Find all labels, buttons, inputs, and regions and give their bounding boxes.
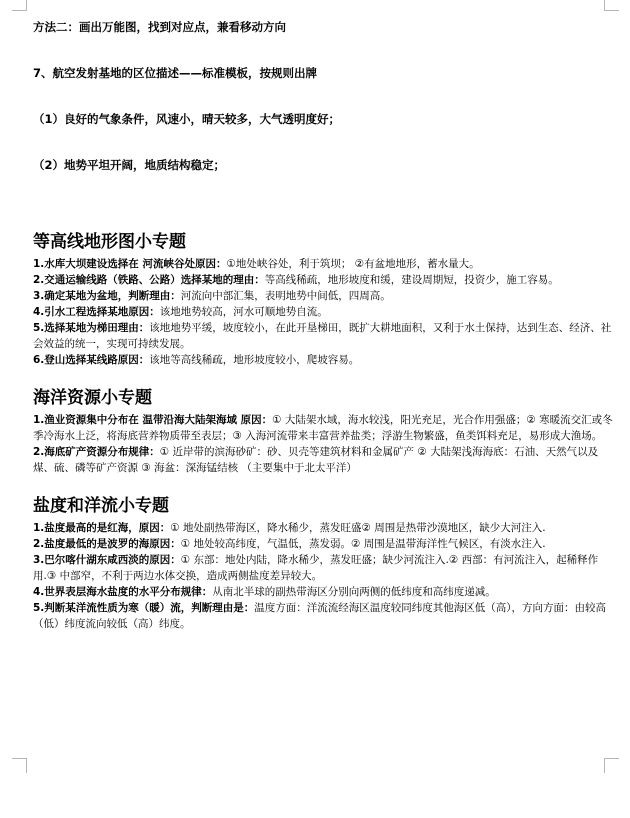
item-text: 等高线稀疏，地形坡度和缓，建设周期短，投资少，施工容易。	[264, 274, 559, 286]
item-label: 2.海底矿产资源分布规律：	[33, 446, 160, 458]
list-item	[33, 520, 619, 536]
corner-mark-bottom-left	[12, 758, 27, 773]
item-label: 1.盐度最高的是红海，原因：	[33, 522, 171, 534]
list-item	[33, 256, 619, 272]
item-label: 5.选择某地为梯田理由：	[33, 322, 150, 334]
method2-line: 方法二：画出万能图，找到对应点，兼看移动方向	[33, 20, 286, 34]
item-text: 温度方面：洋流流经海区温度较同纬度其他海区低（高），方向方面：由较高（低）纬度流向较低（高）纬度。	[33, 602, 607, 630]
section-heading-contour: 等高线地形图小专题	[33, 232, 186, 252]
section-ocean-items	[33, 412, 619, 476]
item-label: 5.判断某洋流性质为寒（暖）流，判断理由是：	[33, 602, 255, 614]
item-label: 2.交通运输线路（铁路、公路）选择某地的理由：	[33, 274, 265, 286]
item-text: ①地处峡谷处，利于筑坝； ②有盆地地形，蓄水量大。	[226, 258, 480, 270]
section-contour-items	[33, 256, 619, 368]
corner-mark-bottom-right	[604, 758, 619, 773]
document-content	[33, 14, 619, 632]
item7-point-2: （2）地势平坦开阔，地质结构稳定；	[33, 158, 225, 172]
item-label: 1.渔业资源集中分布在 温带沿海大陆架海域 原因：	[33, 414, 273, 426]
item-text: 河流向中部汇集，表明地势中间低，四周高。	[180, 290, 391, 302]
item7-title: 7、航空发射基地的区位描述——标准模板，按规则出牌	[33, 66, 317, 80]
section-salinity-items	[33, 520, 619, 632]
list-item	[33, 600, 619, 632]
corner-mark-top-right	[604, 0, 619, 11]
list-item	[33, 272, 619, 288]
list-item	[33, 352, 619, 368]
item7-point-1: （1）良好的气象条件，风速小，晴天较多，大气透明度好；	[33, 112, 340, 126]
item-label: 4.世界表层海水盐度的水平分布规律：	[33, 586, 213, 598]
item-text: 该地地势较高，河水可顺地势自流。	[159, 306, 328, 318]
item-text: 该地等高线稀疏，地形坡度较小，爬坡容易。	[149, 354, 360, 366]
item-label: 3.巴尔喀什湖东咸西淡的原因：	[33, 554, 181, 566]
list-item	[33, 288, 619, 304]
item-text: ① 地处副热带海区，降水稀少，蒸发旺盛② 周围是热带沙漠地区，缺少大河注入.	[170, 522, 546, 534]
item-label: 2.盐度最低的是波罗的海原因：	[33, 538, 181, 550]
item-text: ① 地处较高纬度，气温低，蒸发弱。② 周围是温带海洋性气候区，有淡水注入.	[180, 538, 546, 550]
item-label: 4.引水工程选择某地原因：	[33, 306, 160, 318]
item-text: ① 大陆架水域，海水较浅，阳光充足，光合作用强盛；② 寒暖流交汇或冬季冷海水上泛，将海底营养物质带至表层；③ 入海河流带来丰富营养盐类；浮游生物繁盛，鱼类饵料充足，易形成大渔场。	[33, 414, 613, 442]
item-text: 该地地势平缓，坡度较小，在此开垦梯田，既扩大耕地面积，又利于水土保持，达到生态、经济、社会效益的统一，实现可持续发展。	[33, 322, 612, 350]
item-text: ① 近岸带的滨海砂矿：砂、贝壳等建筑材料和金属矿产 ② 大陆架浅海海底：石油、天然气以及煤、硫、磷等矿产资源 ③ 海盆：深海锰结核 （主要集中于北太平洋）	[33, 446, 599, 474]
list-item	[33, 584, 619, 600]
list-item	[33, 304, 619, 320]
item-label: 3.确定某地为盆地，判断理由：	[33, 290, 181, 302]
section-heading-ocean: 海洋资源小专题	[33, 388, 152, 408]
item-text: ① 东部：地处内陆，降水稀少，蒸发旺盛；缺少河流注入.② 西部：有河流注入，起稀释作用.③ 中部窄，不利于两边水体交换，造成两侧盐度差异较大。	[33, 554, 599, 582]
section-heading-salinity: 盐度和洋流小专题	[33, 496, 169, 516]
item-label: 6.登山选择某线路原因：	[33, 354, 150, 366]
list-item	[33, 552, 619, 584]
item-text: 从南北半球的副热带海区分别向两侧的低纬度和高纬度递减。	[212, 586, 496, 598]
corner-mark-top-left	[12, 0, 27, 11]
item-label: 1.水库大坝建设选择在 河流峡谷处原因：	[33, 258, 227, 270]
list-item	[33, 320, 619, 352]
list-item	[33, 444, 619, 476]
list-item	[33, 412, 619, 444]
list-item	[33, 536, 619, 552]
